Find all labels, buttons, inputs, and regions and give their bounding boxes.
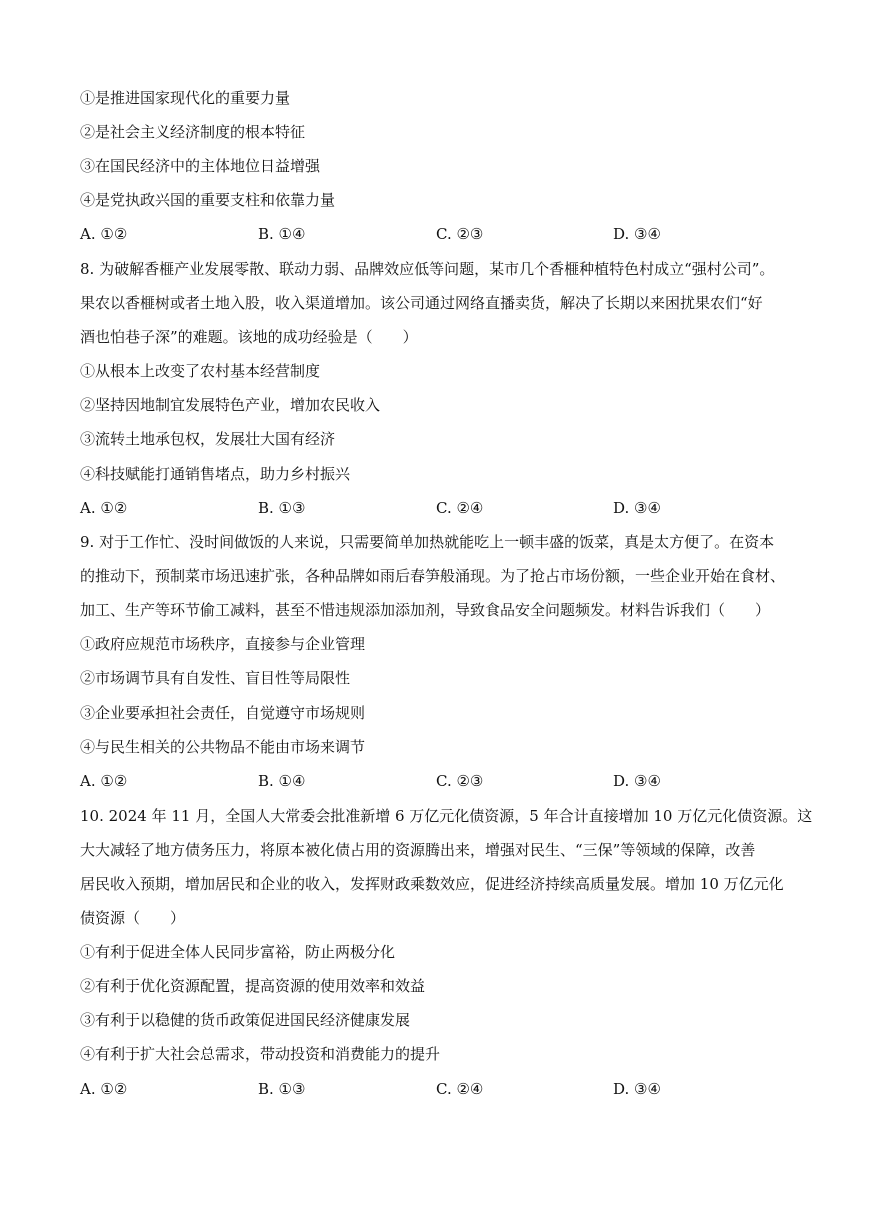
q10-options — [80, 1079, 800, 1099]
q10-statement-2: ②有利于优化资源配置，提高资源的使用效率和效益 — [80, 977, 426, 995]
q8-option-d: D. ③④ — [613, 499, 661, 517]
q10-stem-line-1: 10. 2024 年 11 月，全国人大常委会批准新增 6 万亿元化债资源，5 年合计直接增加 10 万亿元化债资源。这 — [80, 807, 813, 825]
q10-option-c: C. ②④ — [436, 1080, 484, 1098]
q7-options — [80, 224, 800, 244]
q10-stem-line-4: 债资源（ ） — [80, 909, 186, 927]
q7-statement-1: ①是推进国家现代化的重要力量 — [80, 89, 291, 107]
q7-statement-3: ③在国民经济中的主体地位日益增强 — [80, 157, 321, 175]
q10-option-b: B. ①③ — [258, 1080, 306, 1098]
q10-option-a: A. ①② — [80, 1080, 128, 1098]
q7-statement-4: ④是党执政兴国的重要支柱和依靠力量 — [80, 191, 336, 209]
q8-stem-line-2: 果农以香榧树或者土地入股，收入渠道增加。该公司通过网络直播卖货，解决了长期以来困扰果农们“好 — [80, 294, 763, 312]
q9-option-d: D. ③④ — [613, 772, 661, 790]
q10-option-d: D. ③④ — [613, 1080, 661, 1098]
q8-statement-1: ①从根本上改变了农村基本经营制度 — [80, 362, 321, 380]
q9-option-b: B. ①④ — [258, 772, 306, 790]
q8-stem-line-1: 8. 为破解香榧产业发展零散、联动力弱、品牌效应低等问题，某市几个香榧种植特色村成立“强村公司”。 — [80, 260, 775, 278]
q9-statement-3: ③企业要承担社会责任，自觉遵守市场规则 — [80, 704, 366, 722]
q7-statement-2: ②是社会主义经济制度的根本特征 — [80, 123, 306, 141]
q9-stem-line-3: 加工、生产等环节偷工减料，甚至不惜违规添加添加剂，导致食品安全问题频发。材料告诉我们（ ） — [80, 601, 771, 619]
q9-stem-line-2: 的推动下，预制菜市场迅速扩张，各种品牌如雨后春笋般涌现。为了抢占市场份额，一些企业开始在食材、 — [80, 567, 786, 585]
q8-stem-line-3: 酒也怕巷子深”的难题。该地的成功经验是（ ） — [80, 328, 418, 346]
q7-option-b: B. ①④ — [258, 225, 306, 243]
q9-statement-2: ②市场调节具有自发性、盲目性等局限性 — [80, 669, 351, 687]
q10-statement-3: ③有利于以稳健的货币政策促进国民经济健康发展 — [80, 1011, 411, 1029]
q7-option-c: C. ②③ — [436, 225, 484, 243]
q7-option-d: D. ③④ — [613, 225, 661, 243]
q9-statement-1: ①政府应规范市场秩序，直接参与企业管理 — [80, 635, 366, 653]
q10-statement-1: ①有利于促进全体人民同步富裕，防止两极分化 — [80, 943, 396, 961]
q8-option-c: C. ②④ — [436, 499, 484, 517]
q10-stem-line-2: 大大减轻了地方债务压力，将原本被化债占用的资源腾出来，增强对民生、“三保”等领域的保障，改善 — [80, 841, 756, 859]
q10-stem-line-3: 居民收入预期，增加居民和企业的收入，发挥财政乘数效应，促进经济持续高质量发展。增加 10 万亿元化 — [80, 875, 784, 893]
q9-options — [80, 771, 800, 791]
q8-statement-2: ②坚持因地制宜发展特色产业，增加农民收入 — [80, 396, 381, 414]
q7-option-a: A. ①② — [80, 225, 128, 243]
q9-option-c: C. ②③ — [436, 772, 484, 790]
q8-statement-3: ③流转土地承包权，发展壮大国有经济 — [80, 430, 336, 448]
q8-statement-4: ④科技赋能打通销售堵点，助力乡村振兴 — [80, 465, 351, 483]
q10-statement-4: ④有利于扩大社会总需求，带动投资和消费能力的提升 — [80, 1045, 441, 1063]
q8-options — [80, 498, 800, 518]
q9-statement-4: ④与民生相关的公共物品不能由市场来调节 — [80, 738, 366, 756]
q9-option-a: A. ①② — [80, 772, 128, 790]
q8-option-b: B. ①③ — [258, 499, 306, 517]
q8-option-a: A. ①② — [80, 499, 128, 517]
q9-stem-line-1: 9. 对于工作忙、没时间做饭的人来说，只需要简单加热就能吃上一顿丰盛的饭菜，真是太方便了。在资本 — [80, 533, 775, 551]
